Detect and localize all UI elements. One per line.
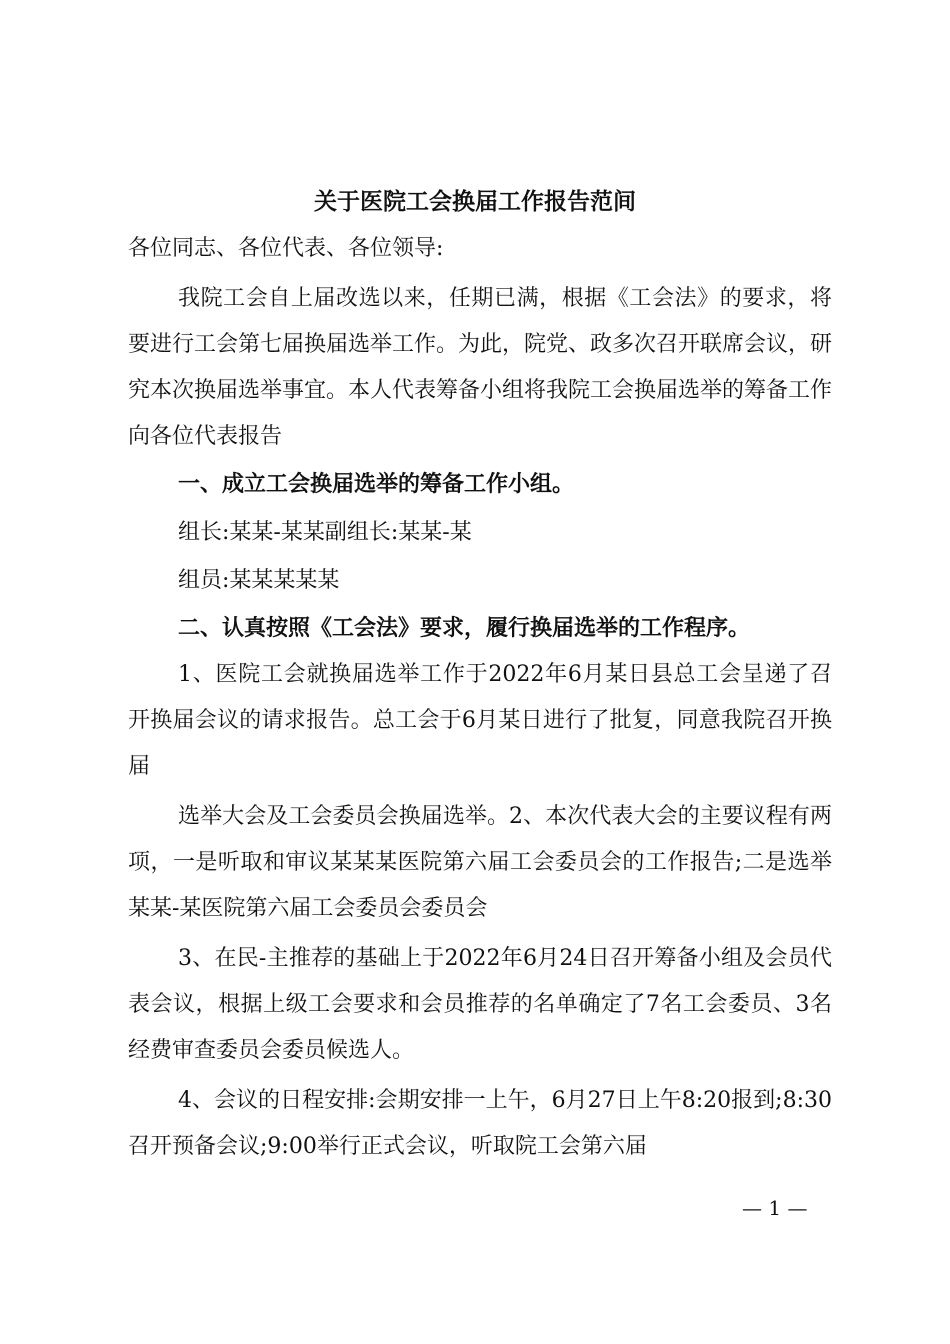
page-number: — 1 — (742, 1196, 808, 1220)
document-title: 关于医院工会换届工作报告范间 (314, 188, 636, 215)
paragraph-item-1: 1、医院工会就换届选举工作于2022年6月某日县总工会呈递了召开换届会议的请求报告。总工会于6月某日进行了批复，同意我院召开换届 (128, 662, 832, 779)
paragraph-item-2: 选举大会及工会委员会换届选举。2、本次代表大会的主要议程有两项，一是听取和审议某某某医院第六届工会委员会的工作报告;二是选举某某-某医院第六届工会委员会委员会 (128, 804, 832, 921)
paragraph-members: 组员:某某某某某 (178, 568, 340, 593)
section-heading-2: 二、认真按照《工会法》要求，履行换届选举的工作程序。 (178, 616, 751, 641)
paragraph-intro: 我院工会自上届改选以来，任期已满，根据《工会法》的要求，将要进行工会第七届换届选举工作。为此，院党、政多次召开联席会议，研究本次换届选举事宜。本人代表筹备小组将我院工会换届选举的筹备工作向各位代表报告 (128, 286, 833, 449)
paragraph-leaders: 组长:某某-某某副组长:某某-某 (178, 520, 472, 545)
paragraph-item-3: 3、在民-主推荐的基础上于2022年6月24日召开筹备小组及会员代表会议，根据上级工会要求和会员推荐的名单确定了7名工会委员、3名经费审查委员会委员候选人。 (128, 946, 832, 1063)
document-body (128, 226, 832, 1170)
salutation: 各位同志、各位代表、各位领导: (128, 236, 444, 261)
section-heading-1: 一、成立工会换届选举的筹备工作小组。 (178, 472, 575, 497)
paragraph-item-4: 4、会议的日程安排:会期安排一上午，6月27日上午8:20报到;8:30召开预备会议;9:00举行正式会议，听取院工会第六届 (128, 1088, 832, 1159)
